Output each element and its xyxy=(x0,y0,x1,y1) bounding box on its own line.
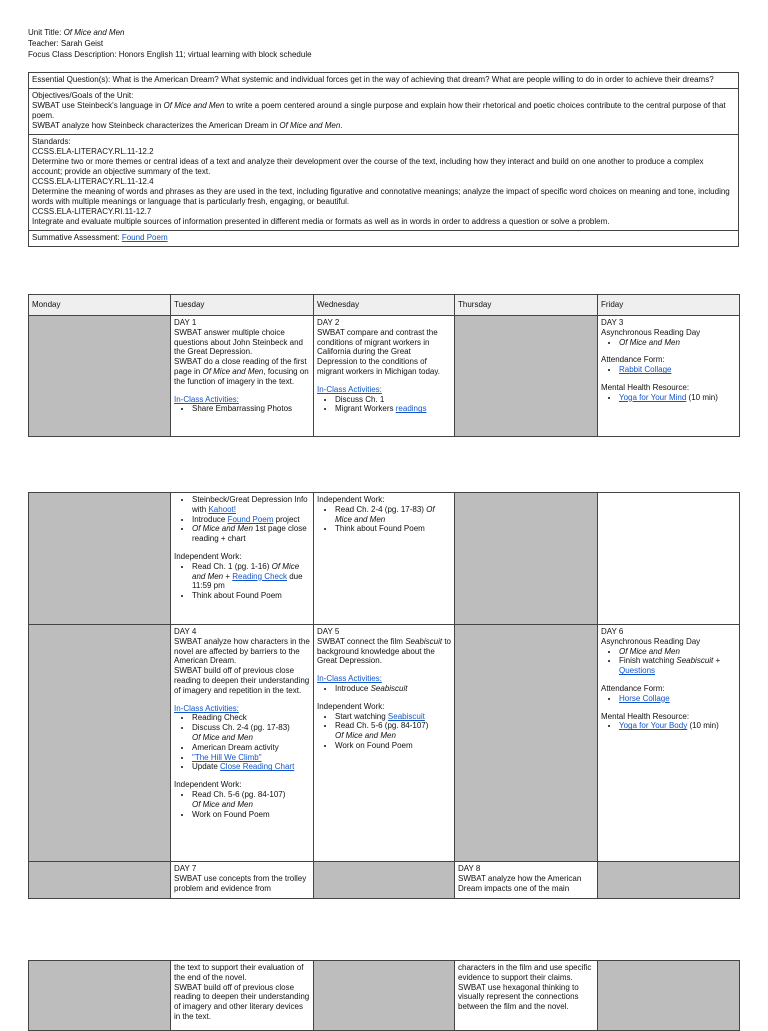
reading-item xyxy=(619,656,736,676)
mental-health-item xyxy=(619,721,736,731)
friday-continued-cell xyxy=(598,493,740,625)
duration-text: (10 min) xyxy=(687,721,719,731)
independent-item xyxy=(335,721,451,741)
objective-2-book-title: Of Mice and Men xyxy=(279,121,341,130)
day-6-cell xyxy=(598,625,740,862)
attendance-label: Attendance Form: xyxy=(601,683,665,693)
activity-item xyxy=(335,404,451,414)
rabbit-collage-link[interactable]: Rabbit Collage xyxy=(619,365,672,375)
due-text: due 11:59 pm xyxy=(192,571,303,591)
objective-text-part: to background knowledge about the Great Depression. xyxy=(317,636,452,666)
activity-item xyxy=(192,762,310,772)
objective-text: SWBAT compare and contrast the conditions of migrant workers in California during the Great Depression to the conditions of migrant workers in Michigan today. xyxy=(317,327,441,376)
activity-text: project xyxy=(273,514,300,524)
header-thursday: Thursday xyxy=(455,295,598,316)
activity-item xyxy=(192,753,310,763)
film-title: Seabiscuit xyxy=(370,683,408,693)
objective-1-text: SWBAT use Steinbeck's language in xyxy=(32,101,164,110)
book-title: Of Mice and Men xyxy=(619,646,680,656)
header-wednesday: Wednesday xyxy=(314,295,455,316)
objective-text: characters in the film and use specific evidence to support their claims. xyxy=(458,963,592,982)
monday-cell-empty xyxy=(29,862,171,899)
day-label: DAY 6 xyxy=(601,627,624,636)
readings-link[interactable]: readings xyxy=(395,404,427,414)
independent-item xyxy=(192,562,310,591)
standards-label: Standards: xyxy=(32,137,71,146)
day-5-cell xyxy=(314,625,455,862)
objectives xyxy=(29,89,738,135)
thursday-cell-empty xyxy=(455,493,598,625)
objective-2-text-end: . xyxy=(340,121,343,130)
week-2-row xyxy=(29,625,740,862)
work-text: Read Ch. 1 (pg. 1-16) xyxy=(192,561,272,571)
summative-label: Summative Assessment: xyxy=(32,233,122,242)
wednesday-cell-empty xyxy=(314,862,455,899)
book-title: Of Mice and Men xyxy=(192,561,300,581)
activity-item: • Discuss Ch. 1 xyxy=(335,395,451,405)
yoga-for-your-body-link[interactable]: Yoga for Your Body xyxy=(619,721,688,731)
attendance-label: Attendance Form: xyxy=(601,355,665,365)
independent-work-label: Independent Work: xyxy=(317,701,385,711)
reading-item xyxy=(619,647,736,657)
day-label: DAY 4 xyxy=(174,627,197,636)
header-tuesday: Tuesday xyxy=(171,295,314,316)
kahoot-link[interactable]: Kahoot! xyxy=(208,504,237,514)
book-title: Of Mice and Men xyxy=(192,799,253,809)
document-header xyxy=(28,27,312,60)
wednesday-cell-empty xyxy=(314,961,455,1031)
mental-health-label: Mental Health Resource: xyxy=(601,382,690,392)
work-text: + xyxy=(223,571,233,581)
objective-text: SWBAT analyze how the American Dream impacts one of the main xyxy=(458,873,582,893)
work-text: Finish watching xyxy=(619,656,677,666)
day-2-continued-cell xyxy=(314,493,455,625)
in-class-activities-link[interactable]: In-Class Activities: xyxy=(317,384,382,394)
objective-text: SWBAT build off of previous close reading to deepen their understanding of imagery and repetition in the text. xyxy=(174,666,310,695)
standard-text: Integrate and evaluate multiple sources of information presented in different media or formats as well as in words in order to address a question or solve a problem. xyxy=(32,217,610,226)
independent-item xyxy=(192,790,310,810)
monday-cell-empty xyxy=(29,493,171,625)
calendar-week-1 xyxy=(28,294,740,437)
independent-item: • Think about Found Poem xyxy=(335,524,451,534)
horse-collage-link[interactable]: Horse Collage xyxy=(619,693,670,703)
objective-text: the text to support their evaluation of the end of the novel. xyxy=(174,963,304,982)
in-class-activities-link[interactable]: In-Class Activities: xyxy=(174,703,239,713)
independent-item: • Work on Found Poem xyxy=(335,741,451,751)
book-title: Of Mice and Men xyxy=(619,337,680,347)
objective-text: SWBAT build off of previous close reading to deepen their understanding of imagery and other literary devices in the text. xyxy=(174,982,310,1021)
day-1-continued-cell xyxy=(171,493,314,625)
activity-item xyxy=(192,495,310,515)
mental-health-label: Mental Health Resource: xyxy=(601,711,690,721)
in-class-activities-link[interactable]: In-Class Activities: xyxy=(317,674,382,684)
reading-check-link[interactable]: Reading Check xyxy=(232,571,287,581)
day-7-continued-cell xyxy=(171,961,314,1031)
friday-cell-empty xyxy=(598,961,740,1031)
objective-1-text-end: to write a poem centered around a single purpose and explain how their rhetorical and poetic choices contribute to the central purpose of that poem. xyxy=(32,101,726,120)
day-8-continued-cell xyxy=(455,961,598,1031)
day-1-cell xyxy=(171,316,314,437)
book-title: Of Mice and Men xyxy=(202,366,264,376)
attendance-item xyxy=(619,365,736,375)
day-label: DAY 3 xyxy=(601,318,624,327)
objective-text-part: SWBAT connect the film xyxy=(317,636,406,646)
objective-1-book-title: Of Mice and Men xyxy=(163,101,225,110)
independent-work-label: Independent Work: xyxy=(174,551,242,561)
activity-item: • Reading Check xyxy=(192,713,310,723)
activity-text: Discuss Ch. 2-4 (pg. 17-83) xyxy=(192,723,290,733)
activity-text: Introduce xyxy=(335,683,371,693)
unit-overview-box xyxy=(28,72,739,247)
day-8-cell xyxy=(455,862,598,899)
standards xyxy=(29,135,738,231)
thursday-cell-empty xyxy=(455,625,598,862)
week-3-row xyxy=(29,862,740,899)
book-title: Of Mice and Men xyxy=(192,524,253,534)
objective-text xyxy=(317,637,451,666)
objective-text: SWBAT use concepts from the trolley problem and evidence from xyxy=(174,873,307,893)
day-3-cell xyxy=(598,316,740,437)
thursday-cell-empty xyxy=(455,316,598,437)
calendar-week-3-continued xyxy=(28,960,740,1031)
the-hill-we-climb-link[interactable]: "The Hill We Climb" xyxy=(192,752,262,762)
activity-text: Steinbeck/Great Depression Info with xyxy=(192,495,308,514)
essential-questions-text: Essential Question(s): What is the American Dream? What systemic and individual forces get in the way of achieving that dream? What are people willing to do in order to achieve their dreams? xyxy=(32,75,714,84)
seabiscuit-link[interactable]: Seabiscuit xyxy=(387,711,425,721)
mental-health-item xyxy=(619,393,736,403)
unit-title xyxy=(28,27,312,38)
book-title: Of Mice and Men xyxy=(335,731,396,741)
independent-item xyxy=(335,712,451,722)
film-title: Seabiscuit xyxy=(405,636,443,646)
independent-work-label: Independent Work: xyxy=(174,780,242,790)
close-reading-chart-link[interactable]: Close Reading Chart xyxy=(220,762,295,772)
independent-work-label: Independent Work: xyxy=(317,495,385,504)
activity-text: Migrant Workers xyxy=(335,404,396,414)
week-3-continued-row xyxy=(29,961,740,1031)
independent-item xyxy=(335,505,451,525)
work-text: Read Ch. 2-4 (pg. 17-83) xyxy=(335,504,427,514)
header-monday: Monday xyxy=(29,295,171,316)
objective-text-part: SWBAT do a close reading of the first page in xyxy=(174,357,307,376)
day-label: DAY 2 xyxy=(317,318,340,327)
day-7-cell xyxy=(171,862,314,899)
book-title: Of Mice and Men xyxy=(192,732,253,742)
day-label: DAY 1 xyxy=(174,318,197,327)
independent-item: • Work on Found Poem xyxy=(192,810,310,820)
attendance-item xyxy=(619,694,736,704)
day-description: Asynchronous Reading Day xyxy=(601,636,701,646)
questions-link[interactable]: Questions xyxy=(619,666,656,676)
activity-text: Update xyxy=(192,762,221,772)
week-1-continued-row xyxy=(29,493,740,625)
monday-cell-empty xyxy=(29,316,171,437)
standard-text: Determine the meaning of words and phrases as they are used in the text, including figurative and connotative meanings; analyze the impact of specific word choices on meaning and tone, including words with multiple meanings or language that is particularly fresh, engaging, or beautiful. xyxy=(32,187,730,206)
activity-item xyxy=(192,723,310,743)
objective-text-part: , focusing on the function of imagery in the text. xyxy=(174,366,309,386)
standard-code: CCSS.ELA-LITERACY.RI.11-12.7 xyxy=(32,207,152,216)
teacher-line: Teacher: Sarah Geist xyxy=(28,39,104,48)
standard-code: CCSS.ELA-LITERACY.RL.11-12.2 xyxy=(32,147,154,156)
activity-text: 1st page close reading + chart xyxy=(192,524,307,544)
activity-item: • American Dream activity xyxy=(192,743,310,753)
standard-code: CCSS.ELA-LITERACY.RL.11-12.4 xyxy=(32,177,154,186)
independent-item: • Think about Found Poem xyxy=(192,591,310,601)
weekday-header-row xyxy=(29,295,740,316)
day-2-cell xyxy=(314,316,455,437)
standard-text: Determine two or more themes or central ideas of a text and analyze their development over the course of the text, including how they interact and build on one another to produce a complex account; provide an objective summary of the text. xyxy=(32,157,704,176)
work-text: Start watching xyxy=(335,711,388,721)
week-1-row xyxy=(29,316,740,437)
work-text: Read Ch. 5-6 (pg. 84-107) xyxy=(335,721,429,731)
film-title: Seabiscuit xyxy=(676,656,714,666)
focus-class-line: Focus Class Description: Honors English 11; virtual learning with block schedule xyxy=(28,50,312,59)
work-text: + xyxy=(713,656,721,666)
friday-cell-empty xyxy=(598,862,740,899)
summative-assessment xyxy=(29,231,738,246)
activity-item: • Share Embarrassing Photos xyxy=(192,404,310,414)
objective-text: SWBAT use hexagonal thinking to visually represent the connections between the film and the novel. xyxy=(458,982,579,1012)
objective-2-text: SWBAT analyze how Steinbeck characterizes the American Dream in xyxy=(32,121,280,130)
unit-title-value: Of Mice and Men xyxy=(63,28,125,37)
essential-questions xyxy=(29,73,738,89)
objective-text xyxy=(174,357,310,386)
day-label: DAY 7 xyxy=(174,864,197,873)
duration-text: (10 min) xyxy=(686,392,718,402)
objective-2 xyxy=(32,121,735,131)
found-poem-link[interactable]: Found Poem xyxy=(227,514,274,524)
day-description: Asynchronous Reading Day xyxy=(601,327,701,337)
header-friday: Friday xyxy=(598,295,740,316)
yoga-for-your-mind-link[interactable]: Yoga for Your Mind xyxy=(619,392,687,402)
calendar-week-2 xyxy=(28,492,740,899)
day-4-cell xyxy=(171,625,314,862)
objective-1 xyxy=(32,101,735,121)
in-class-activities-link[interactable]: In-Class Activities: xyxy=(174,394,239,404)
activity-text: Introduce xyxy=(192,514,228,524)
objectives-label: Objectives/Goals of the Unit: xyxy=(32,91,134,100)
day-label: DAY 5 xyxy=(317,627,340,636)
day-label: DAY 8 xyxy=(458,864,481,873)
reading-item xyxy=(619,338,736,348)
activity-item xyxy=(335,684,451,694)
unit-title-label: Unit Title: xyxy=(28,28,64,37)
monday-cell-empty xyxy=(29,625,171,862)
book-title: Of Mice and Men xyxy=(335,504,435,524)
found-poem-link[interactable]: Found Poem xyxy=(121,233,168,242)
objective-text: SWBAT analyze how characters in the novel are affected by barriers to the American Dream. xyxy=(174,636,310,666)
activity-item xyxy=(192,524,310,544)
objective-text: SWBAT answer multiple choice questions about John Steinbeck and the Great Depression. xyxy=(174,327,303,357)
activity-item xyxy=(192,515,310,525)
monday-cell-empty xyxy=(29,961,171,1031)
work-text: Read Ch. 5-6 (pg. 84-107) xyxy=(192,789,286,799)
